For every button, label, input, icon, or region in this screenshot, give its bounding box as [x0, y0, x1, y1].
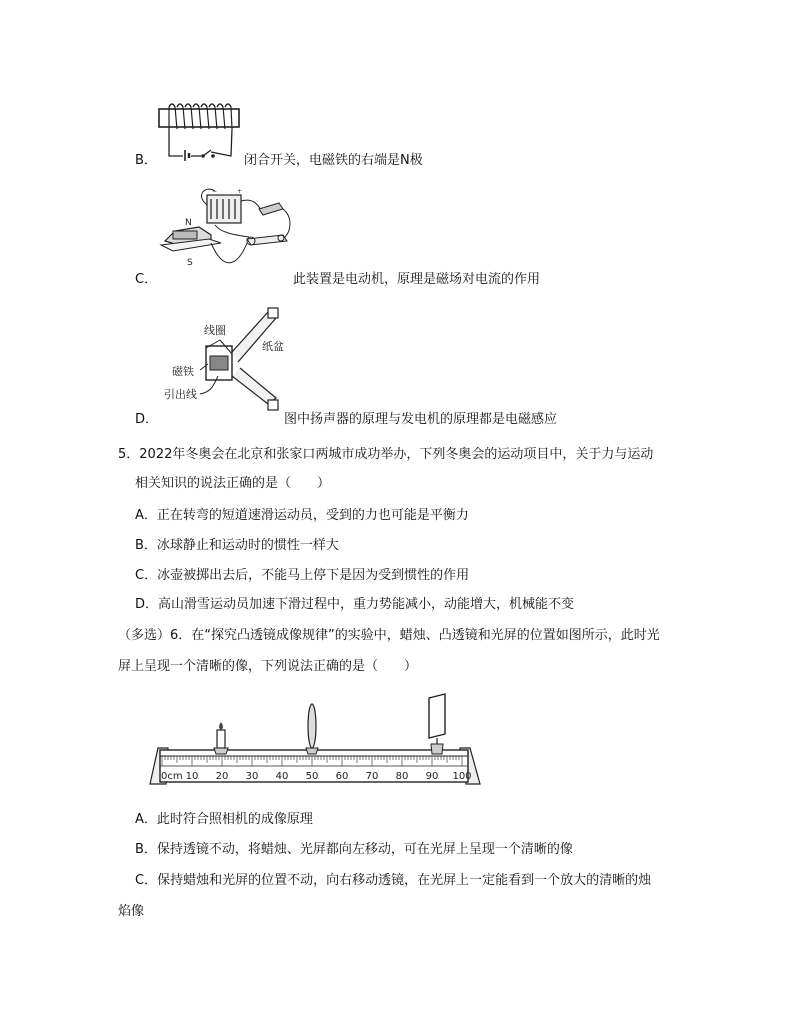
- q5-option-b: B．冰球静止和运动时的惯性一样大: [135, 538, 339, 553]
- ruler-tick-label: 100: [452, 771, 472, 782]
- option-b-text: 闭合开关，电磁铁的右端是N极: [244, 153, 423, 168]
- ruler-tick-label: 60: [335, 771, 349, 782]
- q5-stem-line2: 相关知识的说法正确的是（ ）: [135, 476, 331, 491]
- convex-lens: [306, 704, 318, 754]
- ruler-tick-label: 90: [425, 771, 439, 782]
- label-s: S: [187, 258, 193, 268]
- apparatus-figure: [155, 185, 295, 277]
- label-lead: 引出线: [164, 388, 197, 401]
- label-cone: 纸盆: [262, 340, 284, 353]
- ruler-tick-label: 40: [275, 771, 289, 782]
- q6-option-b: B．保持透镜不动，将蜡烛、光屏都向左移动，可在光屏上呈现一个清晰的像: [135, 842, 573, 857]
- ruler-tick-label: 80: [395, 771, 409, 782]
- label-magnet: 磁铁: [172, 365, 194, 378]
- q6-option-c-line2: 焰像: [118, 904, 145, 919]
- q5-option-d: D．高山滑雪运动员加速下滑过程中，重力势能减小，动能增大，机械能不变: [135, 597, 575, 612]
- svg-text:−: −: [212, 188, 218, 195]
- option-c-letter: C．: [135, 272, 158, 287]
- option-c-text: 此装置是电动机，原理是磁场对电流的作用: [293, 272, 541, 287]
- light-screen: [429, 694, 445, 754]
- ruler-tick-label: 70: [365, 771, 379, 782]
- q5-option-a: A．正在转弯的短道速滑运动员，受到的力也可能是平衡力: [135, 508, 469, 523]
- label-coil: 线圈: [204, 324, 226, 337]
- loudspeaker-figure: [160, 304, 285, 416]
- option-d-letter: D．: [135, 412, 159, 427]
- q6-stem-line2: 屏上呈现一个清晰的像，下列说法正确的是（ ）: [118, 659, 418, 674]
- q6-option-a: A．此时符合照相机的成像原理: [135, 812, 313, 827]
- ruler-tick-label: 10: [185, 771, 199, 782]
- label-n: N: [185, 218, 192, 228]
- ruler-tick-label: 30: [245, 771, 259, 782]
- q5-option-c: C．冰壶被掷出去后，不能马上停下是因为受到惯性的作用: [135, 568, 470, 583]
- ruler-unit-label: 0cm: [161, 771, 183, 782]
- electromagnet-figure: [155, 100, 245, 162]
- q6-option-c-line1: C．保持蜡烛和光屏的位置不动，向右移动透镜，在光屏上一定能看到一个放大的清晰的烛: [135, 873, 652, 888]
- q5-stem-line1: 5．2022年冬奥会在北京和张家口两城市成功举办，下列冬奥会的运动项目中，关于力与运动: [118, 447, 654, 462]
- ruler-tick-label: 20: [215, 771, 229, 782]
- svg-text:+: +: [237, 188, 243, 195]
- ruler-tick-label: 50: [305, 771, 319, 782]
- q6-stem-line1: （多选）6．在“探究凸透镜成像规律”的实验中，蜡烛、凸透镜和光屏的位置如图所示，此时光: [118, 628, 660, 643]
- option-b-letter: B．: [135, 153, 157, 168]
- candle: [214, 722, 228, 754]
- optical-bench-figure: [148, 688, 488, 790]
- option-d-text: 图中扬声器的原理与发电机的原理都是电磁感应: [284, 412, 558, 427]
